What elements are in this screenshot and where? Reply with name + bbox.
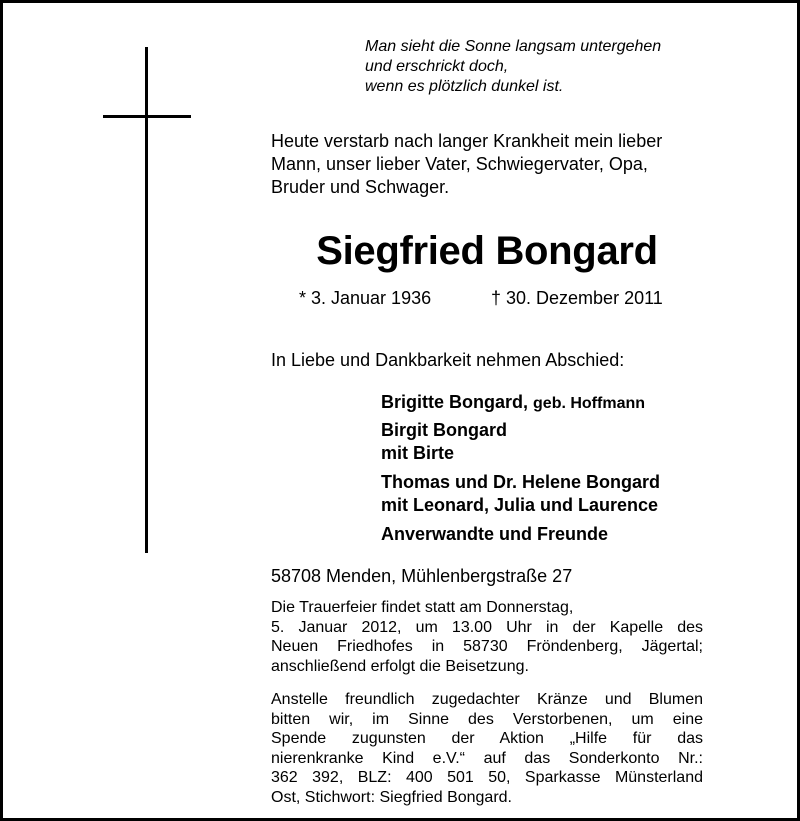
birth-date: * 3. Januar 1936 [299,288,432,308]
mourner-relatives: Anverwandte und Freunde [381,524,609,544]
mourner-son-family [381,471,660,517]
funeral-line: 5. Januar 2012, um 13.00 Uhr in der Kapelle des [271,618,703,636]
donation-line: Anstelle freundlich zugedachter Kränze und Blumen [271,691,703,708]
mourner-line: Thomas und Dr. Helene Bongard [381,472,661,492]
donation-line: 362 392, BLZ: 400 501 50, Sparkasse Münsterland [271,769,703,786]
donation-line: bitten wir, im Sinne des Verstorbenen, um eine [271,710,703,728]
poem-line: Man sieht die Sonne langsam untergehen [365,38,662,55]
mourner-line: Birgit Bongard [381,420,507,440]
funeral-line: Die Trauerfeier findet statt am Donnerstag, [271,599,574,616]
poem-line: und erschrickt doch, [365,58,509,75]
announcement-line: Mann, unser lieber Vater, Schwiegervater, Opa, [271,154,648,174]
donation-line: nierenkranke Kind e.V.“ auf das Sonderkonto Nr.: [271,749,703,767]
donation-line: Spende zugunsten der Aktion „Hilfe für das [271,730,703,747]
memorial-poem [365,37,661,97]
mourner-daughter [381,419,507,465]
cross-icon-horizontal [103,115,191,118]
mourner-maiden-name: geb. Hoffmann [533,395,646,412]
death-announcement [271,130,662,199]
announcement-line: Bruder und Schwager. [271,177,450,197]
death-date: † 30. Dezember 2011 [491,288,663,308]
farewell-intro: In Liebe und Dankbarkeit nehmen Abschied: [271,350,625,370]
donation-info [271,690,703,807]
funeral-line: Neuen Friedhofes in 58730 Fröndenberg, Jägertal; [271,638,703,655]
poem-line: wenn es plötzlich dunkel ist. [365,78,564,95]
mourner-line: mit Leonard, Julia und Laurence [381,495,659,515]
mourner-line: mit Birte [381,443,455,463]
family-address: 58708 Menden, Mühlenbergstraße 27 [271,566,573,586]
deceased-name: Siegfried Bongard [316,229,658,273]
cross-icon-vertical [145,47,148,553]
mourner-name: Brigitte Bongard, [381,392,528,412]
funeral-info [271,598,703,676]
funeral-line: anschließend erfolgt die Beisetzung. [271,657,529,675]
announcement-line: Heute verstarb nach langer Krankheit mein lieber [271,131,663,151]
donation-line: Ost, Stichwort: Siegfried Bongard. [271,788,512,806]
mourner-widow [381,391,645,415]
